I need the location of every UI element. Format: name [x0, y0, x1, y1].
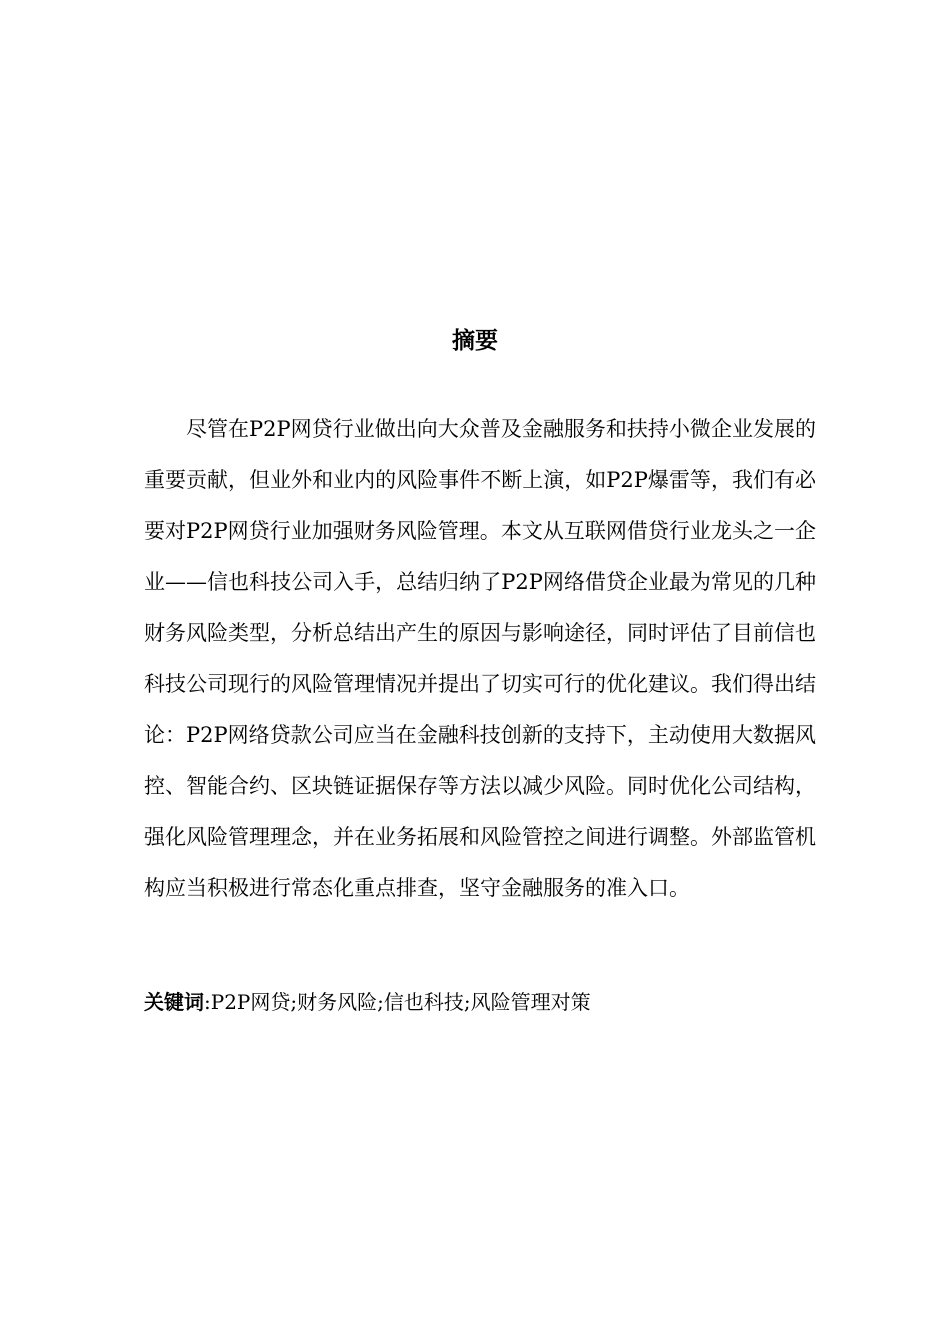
abstract-body: [144, 404, 816, 914]
keywords-line: [144, 984, 824, 1020]
abstract-paragraph: 尽管在P2P网贷行业做出向大众普及金融服务和扶持小微企业发展的重要贡献，但业外和业内的风险事件不断上演，如P2P爆雷等，我们有必要对P2P网贷行业加强财务风险管理。本文从互联网借贷行业龙头之一企业——信也科技公司入手，总结归纳了P2P网络借贷企业最为常见的几种财务风险类型，分析总结出产生的原因与影响途径，同时评估了目前信也科技公司现行的风险管理情况并提出了切实可行的优化建议。我们得出结论：P2P网络贷款公司应当在金融科技创新的支持下，主动使用大数据风控、智能合约、区块链证据保存等方法以减少风险。同时优化公司结构，强化风险管理理念，并在业务拓展和风险管控之间进行调整。外部监管机构应当积极进行常态化重点排查，坚守金融服务的准入口。: [144, 417, 816, 900]
page-title: 摘要: [452, 328, 498, 354]
keywords-label: 关键词: [144, 990, 204, 1014]
keywords-text: :P2P网贷;财务风险;信也科技;风险管理对策: [204, 990, 591, 1014]
